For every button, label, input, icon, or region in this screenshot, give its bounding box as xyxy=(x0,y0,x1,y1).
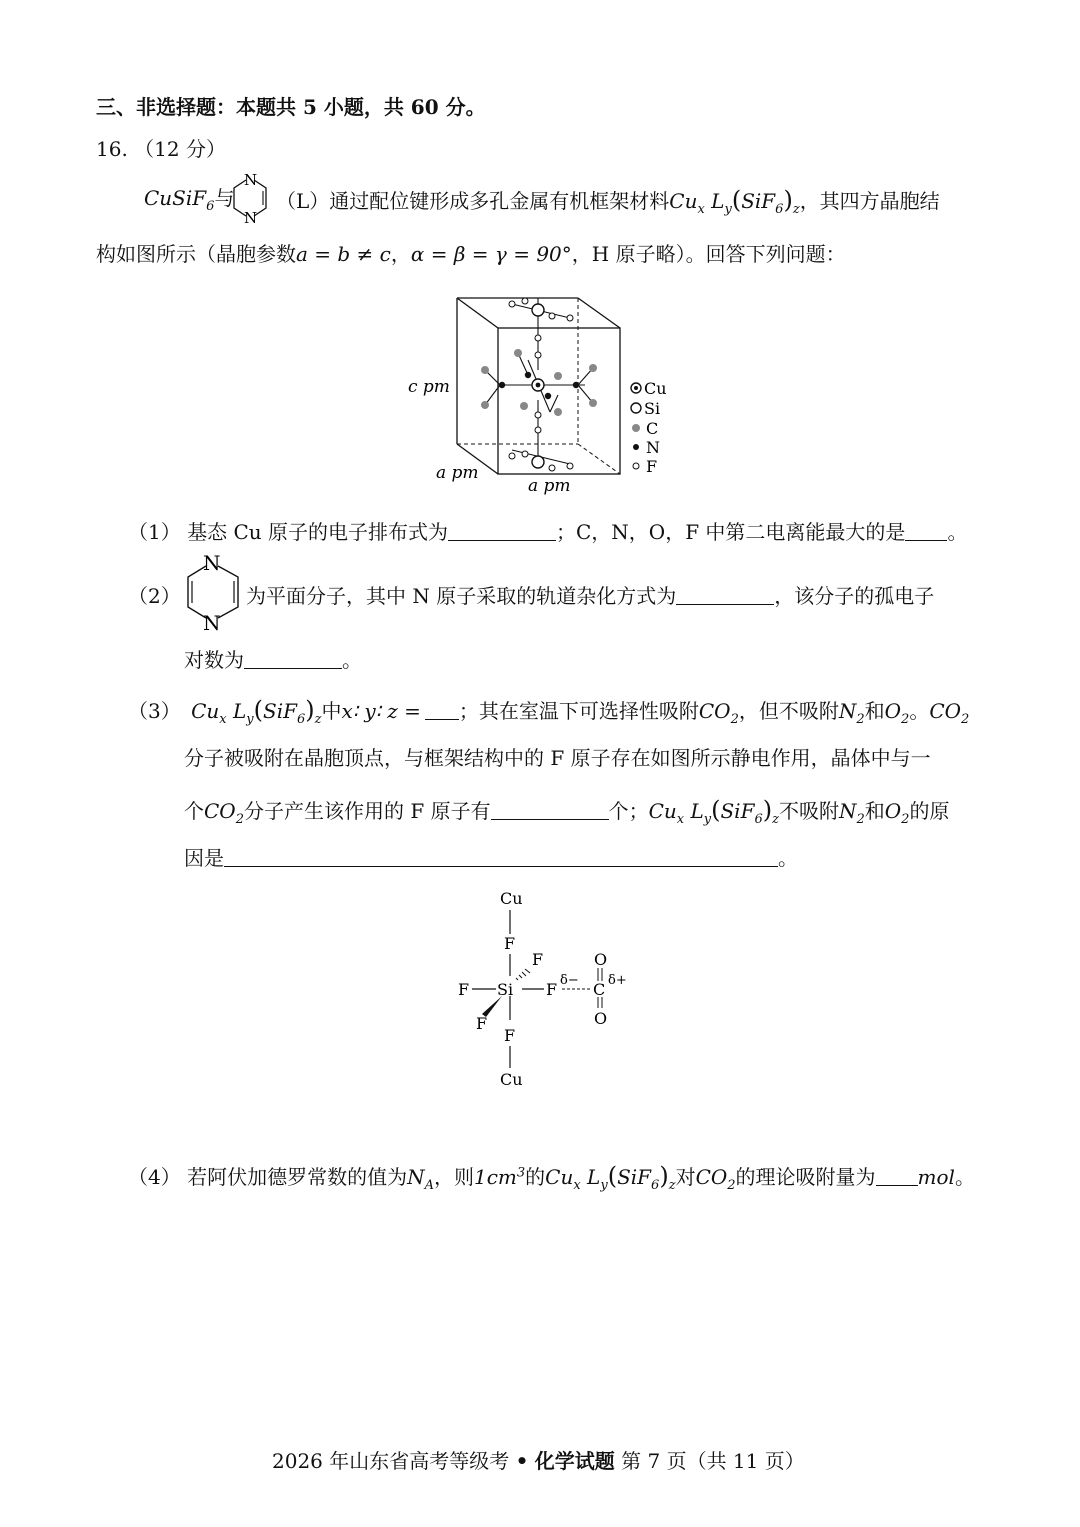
ratio-expression: x∶ y∶ z = xyxy=(341,699,421,723)
sub3-line-3: 个$CO_2$分子产生该作用的 F 原子有 个；$Cu_x$ $L_y(SiF_6)_z$不吸附$N_2$和$O_2$的原 xyxy=(184,796,950,827)
answer-blank-2a[interactable] xyxy=(676,586,774,605)
mof-formula-3: $Cu_x$ $L_y(SiF_6)_z$ xyxy=(648,796,779,827)
sub1-num: （1） xyxy=(128,520,181,544)
sub4-line: （4） 若阿伏加德罗常数的值为$N_A$，则$1cm^3$的$Cu_x$ $L_y(SiF_6)_z$对$CO_2$的理论吸附量为 mol。 xyxy=(128,1162,975,1193)
question-number: 16. xyxy=(96,137,128,161)
fig-f-right: F xyxy=(546,980,558,999)
fig-si: Si xyxy=(497,980,514,999)
legend-cu: Cu xyxy=(644,379,667,398)
interaction-figure xyxy=(452,886,642,1091)
intro-line-2: 构如图所示（晶胞参数a = b ≠ c，α = β = γ = 90°，H 原子略）。回答下列问题： xyxy=(96,242,846,266)
fig-f-upright: F xyxy=(532,950,544,969)
pyrazine-ring-large xyxy=(180,552,246,632)
legend-si: Si xyxy=(644,399,661,418)
mof-formula-4: $Cu_x$ $L_y(SiF_6)_z$ xyxy=(545,1162,676,1193)
legend-f: F xyxy=(646,457,658,476)
fig-f-bottom: F xyxy=(504,1026,516,1045)
answer-blank-4[interactable] xyxy=(876,1167,918,1186)
sub3-line-1: （3） $Cu_x$ $L_y(SiF_6)_z$中x∶ y∶ z = ；其在室温下可选择性吸附$CO_2$，但不吸附$N_2$和$O_2$。$CO_2$ xyxy=(128,696,970,727)
intro-text-after: ，其四方晶胞结 xyxy=(799,189,940,213)
fig-o-top: O xyxy=(594,950,608,969)
fig-f-lowleft: F xyxy=(476,1014,488,1033)
intro-ligand-label: （L）通过配位键形成多孔金属有机框架材料 xyxy=(276,189,670,213)
mof-formula-2: $Cu_x$ $L_y(SiF_6)_z$ xyxy=(191,696,322,727)
answer-blank-3a[interactable] xyxy=(425,701,459,720)
fig-f-left: F xyxy=(458,980,470,999)
section-heading: 三、非选择题：本题共 5 小题，共 60 分。 xyxy=(96,95,486,119)
sub3-line-4: 因是 。 xyxy=(184,846,798,870)
sub2-line-1: 为平面分子，其中 N 原子采取的轨道杂化方式为 ，该分子的孤电子 xyxy=(246,584,935,608)
question-score: （12 分） xyxy=(134,137,226,161)
question-number-line xyxy=(96,139,226,159)
ring-large-n-top: N xyxy=(203,552,221,575)
sub4-num: （4） xyxy=(128,1165,181,1189)
legend-n: N xyxy=(646,438,660,457)
fig-c: C xyxy=(593,980,606,999)
crystal-cell-figure xyxy=(400,290,690,500)
fig-o-bottom: O xyxy=(594,1009,608,1028)
fig-cu-bottom: Cu xyxy=(500,1070,523,1089)
label-c-pm: c pm xyxy=(408,377,450,397)
fig-f-top: F xyxy=(504,934,516,953)
formula-cusif6: CuSiF$_6$ xyxy=(144,186,215,214)
ring-large-n-bottom: N xyxy=(203,611,221,632)
answer-blank-2b[interactable] xyxy=(244,650,342,669)
legend-c: C xyxy=(646,419,659,438)
intro-line-1b xyxy=(276,186,940,217)
mof-formula-1: $Cu_x$ $L_y(SiF_6)_z$ xyxy=(669,186,800,217)
page-footer: 2026 年山东省高考等级考 • 化学试题 第 7 页（共 11 页） xyxy=(272,1449,805,1473)
fig-delta-minus: δ− xyxy=(560,973,579,988)
sub3-num: （3） xyxy=(128,699,181,723)
answer-blank-1a[interactable] xyxy=(448,522,556,541)
sub2-num: （2） xyxy=(128,584,181,608)
legend xyxy=(631,379,667,476)
intro-line-1 xyxy=(144,186,235,214)
intro-with: 与 xyxy=(214,186,235,210)
sub1-line: （1） 基态 Cu 原子的电子排布式为 ；C，N，O，F 中第二电离能最大的是 。 xyxy=(128,520,968,544)
sub3-line-2: 分子被吸附在晶胞顶点，与框架结构中的 F 原子存在如图所示静电作用，晶体中与一 xyxy=(184,746,931,770)
fig-cu-top: Cu xyxy=(500,889,523,908)
pyrazine-ring-small xyxy=(228,170,272,226)
label-a-pm-left: a pm xyxy=(436,463,479,483)
ring-atom-top: N xyxy=(244,171,258,189)
answer-blank-1b[interactable] xyxy=(905,522,947,541)
sub2-line-2: 对数为 。 xyxy=(184,648,362,672)
fig-delta-plus: δ+ xyxy=(608,973,627,988)
label-a-pm-bottom: a pm xyxy=(528,476,571,496)
answer-blank-3c[interactable] xyxy=(224,848,778,867)
cell-param: a = b ≠ c xyxy=(296,242,391,266)
ring-atom-bottom: N xyxy=(244,209,258,226)
answer-blank-3b[interactable] xyxy=(491,801,609,820)
cell-angles: α = β = γ = 90° xyxy=(410,242,572,266)
